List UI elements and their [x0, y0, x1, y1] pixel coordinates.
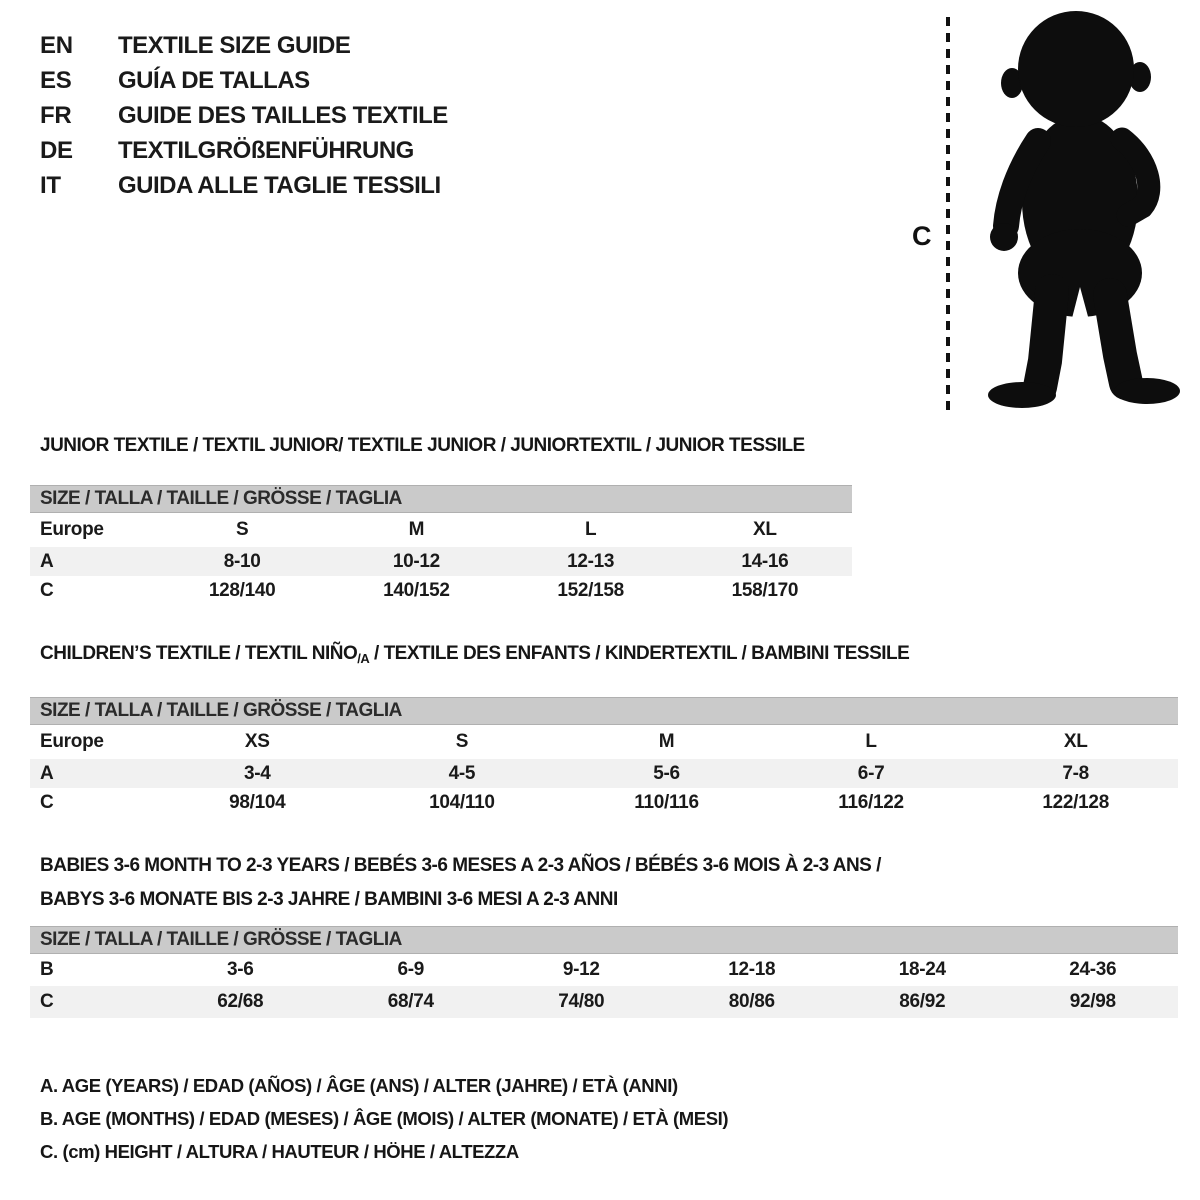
value-cell: 4-5: [448, 762, 476, 784]
value-cell: 122/128: [1042, 791, 1109, 813]
value-cell: L: [865, 731, 877, 752]
table-row-europe: [30, 725, 1178, 759]
value-cell: S: [455, 731, 469, 752]
row-label-cell: A: [40, 550, 54, 572]
left-hand-shape: [990, 223, 1018, 251]
value-cell: M: [408, 519, 425, 540]
language-title-block: [40, 28, 448, 203]
row-label-cell: B: [40, 959, 54, 980]
value-cell: 74/80: [558, 991, 605, 1012]
language-row: [40, 133, 448, 168]
value-cell: 92/98: [1069, 991, 1116, 1012]
value-cell: 80/86: [728, 991, 775, 1012]
title-text: / TEXTILE DES ENFANTS / KINDERTEXTIL / BAMBINI TESSILE: [369, 643, 910, 664]
head-shape: [1018, 11, 1134, 127]
value-cell: XL: [1063, 731, 1088, 752]
toddler-body-shape: [988, 11, 1180, 420]
value-cell: 14-16: [741, 550, 789, 572]
table-row-height: [30, 986, 1178, 1018]
language-row: [40, 168, 448, 203]
language-title: GUIDA ALLE TAGLIE TESSILI: [118, 171, 441, 199]
value-cell: 6-9: [397, 959, 425, 980]
value-cell: 3-4: [244, 762, 271, 784]
legend-age-years: A. AGE (YEARS) / EDAD (AÑOS) / ÂGE (ANS) / ALTER (JAHRE) / ETÀ (ANNI): [40, 1075, 678, 1096]
right-leg-shape: [1110, 295, 1126, 383]
language-title: GUÍA DE TALLAS: [118, 66, 310, 94]
section-title-babies-line2: BABYS 3-6 MONATE BIS 2-3 JAHRE / BAMBINI 3-6 MESI A 2-3 ANNI: [40, 889, 618, 910]
row-label-cell: Europe: [40, 519, 104, 540]
value-cell: 110/116: [634, 791, 699, 813]
value-cell: 8-10: [223, 550, 261, 572]
size-header-bar: SIZE / TALLA / TAILLE / GRÖSSE / TAGLIA: [30, 485, 852, 513]
language-title: TEXTILGRÖßENFÜHRUNG: [118, 136, 414, 164]
size-header-bar: SIZE / TALLA / TAILLE / GRÖSSE / TAGLIA: [30, 697, 1178, 725]
value-cell: 24-36: [1069, 959, 1117, 980]
value-cell: 104/110: [429, 791, 495, 813]
row-label-cell: A: [40, 762, 54, 784]
row-label-cell: C: [40, 791, 54, 813]
language-title: TEXTILE SIZE GUIDE: [118, 31, 351, 59]
toddler-silhouette: [900, 5, 1200, 420]
left-foot-shape: [988, 382, 1056, 408]
value-cell: 6-7: [857, 762, 885, 784]
section-title-children: [30, 642, 1178, 671]
value-cell: 62/68: [217, 991, 264, 1012]
left-leg-shape: [1040, 291, 1052, 387]
title-subscript: /A: [357, 651, 370, 666]
childrens-textile-section: [30, 642, 1178, 817]
value-cell: 10-12: [392, 550, 440, 572]
right-foot-shape: [1114, 378, 1180, 404]
row-label-cell: Europe: [40, 731, 104, 752]
value-cell: 7-8: [1062, 762, 1089, 784]
legend-height-cm: C. (cm) HEIGHT / ALTURA / HAUTEUR / HÖHE / ALTEZZA: [40, 1141, 519, 1162]
value-cell: 98/104: [229, 791, 286, 813]
language-code: IT: [40, 171, 61, 199]
value-cell: XS: [244, 731, 270, 752]
babies-textile-section: [30, 854, 1178, 1018]
value-cell: 152/158: [557, 579, 624, 601]
value-cell: 158/170: [731, 579, 799, 601]
language-row: [40, 63, 448, 98]
table-row-height: [30, 788, 1178, 817]
value-cell: 9-12: [562, 959, 600, 980]
value-cell: M: [658, 731, 675, 752]
value-cell: 116/122: [838, 791, 904, 813]
value-cell: 140/152: [383, 579, 450, 601]
toddler-figure-area: [900, 5, 1200, 420]
section-title-babies-line1: BABIES 3-6 MONTH TO 2-3 YEARS / BEBÉS 3-6 MESES A 2-3 AÑOS / BÉBÉS 3-6 MOIS À 2-3 ANS /: [40, 855, 881, 876]
value-cell: 68/74: [387, 991, 434, 1012]
value-cell: 12-13: [567, 550, 615, 572]
value-cell: S: [235, 519, 249, 540]
language-row: [40, 28, 448, 63]
table-row-age: [30, 547, 852, 576]
legend-age-months: B. AGE (MONTHS) / EDAD (MESES) / ÂGE (MOIS) / ALTER (MONATE) / ETÀ (MESI): [40, 1108, 729, 1129]
value-cell: XL: [753, 519, 777, 540]
junior-textile-section: [30, 434, 852, 605]
height-measure-label: C: [912, 221, 932, 251]
value-cell: 128/140: [208, 579, 276, 601]
language-code: DE: [40, 136, 73, 164]
value-cell: 5-6: [653, 762, 680, 784]
table-row-months: [30, 954, 1178, 986]
size-header-bar: SIZE / TALLA / TAILLE / GRÖSSE / TAGLIA: [30, 926, 1178, 954]
legend-block: [40, 1074, 728, 1173]
table-row-age: [30, 759, 1178, 788]
language-code: ES: [40, 66, 72, 94]
section-title-junior: JUNIOR TEXTILE / TEXTIL JUNIOR/ TEXTILE JUNIOR / JUNIORTEXTIL / JUNIOR TESSILE: [40, 435, 805, 456]
value-cell: 3-6: [226, 959, 254, 980]
language-code: EN: [40, 31, 73, 59]
row-label-cell: C: [40, 579, 54, 601]
language-title: GUIDE DES TAILLES TEXTILE: [118, 101, 448, 129]
value-cell: 18-24: [898, 959, 946, 980]
value-cell: L: [584, 519, 597, 540]
language-row: [40, 98, 448, 133]
value-cell: 86/92: [899, 991, 946, 1012]
table-row-height: [30, 576, 852, 605]
table-row-europe: [30, 513, 852, 547]
value-cell: 12-18: [728, 959, 776, 980]
title-text: CHILDREN’S TEXTILE / TEXTIL NIÑO: [40, 643, 358, 664]
row-label-cell: C: [40, 991, 54, 1012]
language-code: FR: [40, 101, 72, 129]
